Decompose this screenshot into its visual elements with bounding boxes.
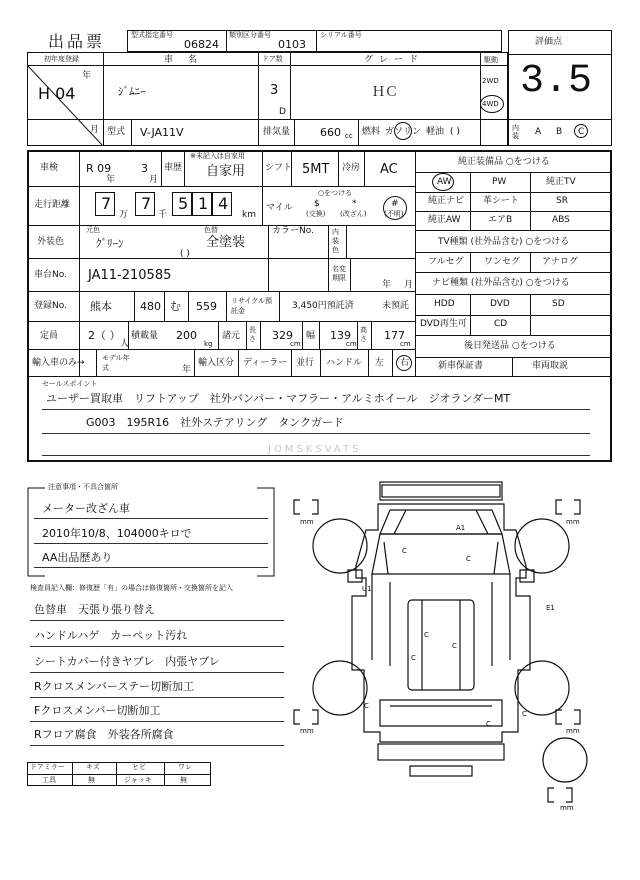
fuel-other: ( ): [450, 127, 460, 137]
name-change-year: 年: [382, 280, 392, 290]
fuel-diesel: 軽油: [426, 127, 445, 137]
history-value: 自家用: [206, 164, 246, 179]
rating-value: 3.5: [520, 59, 593, 104]
ac-value: AC: [380, 162, 398, 177]
history-label: 車歴: [164, 163, 183, 173]
paint-paren: ( ): [180, 249, 190, 259]
first-reg-label: 初年度登録: [44, 55, 79, 63]
reg-area: 熊本: [90, 300, 112, 313]
handle-right-circle: [396, 355, 412, 371]
damage-mark: C: [522, 710, 527, 718]
import-div-label: 輸入区分: [198, 358, 235, 368]
category-label: 類別区分番号: [229, 31, 271, 39]
paint-value: 全塗装: [206, 235, 246, 250]
ac-label: 冷房: [342, 163, 361, 173]
damage-mark: C: [402, 547, 407, 555]
tv-analog: アナログ: [542, 257, 579, 267]
exchange-symbol: $: [314, 199, 320, 209]
tire-mm-label: mm: [566, 727, 580, 735]
width-value: 139: [330, 329, 351, 342]
notes-label: 注意事項・不具合箇所: [48, 483, 118, 491]
mileage-digit: 5: [178, 194, 189, 213]
handle-right: 右: [400, 358, 410, 368]
color-value: ｸﾞﾘｰﾝ: [96, 237, 124, 250]
diagonal-slash: [28, 66, 103, 146]
mileage-label: 走行距離: [34, 200, 71, 210]
inspection-year-suffix: 年: [106, 175, 116, 185]
unknown-symbol: #: [391, 199, 399, 209]
inspector-line-4: Rクロスメンバーステー切断加工: [34, 680, 195, 693]
inspector-label: 検査員記入欄：修復歴「有」の場合は修復箇所・交換箇所を記入: [30, 584, 233, 592]
note-line-2: 2010年10/8、104000キロで: [42, 527, 192, 540]
doors-value: 3: [270, 83, 279, 98]
warranty-label: 新車保証書: [438, 361, 484, 371]
sales-label: セールスポイント: [42, 380, 98, 388]
reg-kana: む: [170, 300, 181, 313]
sales-line-2: G003 195R16 社外ステアリング タンクガード: [86, 416, 345, 429]
handle-label: ハンドル: [326, 358, 363, 368]
parallel-option: 並行: [296, 358, 315, 368]
capacity-value: 2（ ）: [88, 329, 121, 342]
recycle-unpaid: 未預託: [382, 301, 410, 311]
tire-mm-label: mm: [300, 727, 314, 735]
length-value: 329: [272, 329, 293, 342]
damage-mark: A1: [456, 524, 466, 532]
inspector-line-2: ハンドルハゲ カーペット汚れ: [34, 629, 188, 642]
damage-mark: U1: [362, 585, 372, 593]
cm-unit: cm: [290, 340, 301, 348]
mile-label: マイル: [266, 203, 293, 213]
tools-cell: ジャッキ: [124, 776, 152, 784]
tire-mm-label: mm: [300, 518, 314, 526]
equip-genuine-aw: 純正AW: [428, 215, 461, 225]
tools-header: ワレ: [178, 763, 192, 771]
inspection-year: R 09: [86, 162, 112, 175]
type-designation-label: 型式指定番号: [131, 31, 173, 39]
category-number: 0103: [278, 38, 306, 51]
navi-dvd-play: DVD再生可: [420, 319, 467, 329]
note-line-1: メーター改ざん車: [42, 502, 130, 515]
equip-aw: AW: [437, 177, 452, 187]
height-label: 高さ: [360, 326, 367, 343]
tools-header: キズ: [86, 763, 100, 771]
rear-send-title: 後日発送品 ○をつける: [464, 341, 556, 351]
displacement-value: 660: [320, 126, 341, 139]
tools-header: ドアミラー: [30, 763, 65, 771]
doors-label: ドア数: [262, 55, 283, 63]
inspector-line-3: シートカバー付きヤブレ 内張ヤブレ: [34, 655, 220, 668]
displacement-label: 排気量: [263, 127, 291, 137]
equip-pw: PW: [492, 177, 507, 187]
kg-unit: kg: [204, 340, 213, 348]
shift-label: シフト: [265, 163, 293, 173]
width-label: 幅: [306, 331, 316, 341]
tv-oneseg: ワンセグ: [484, 257, 521, 267]
serial-label: シリアル番号: [320, 31, 362, 39]
fuel-label: 燃料: [362, 127, 381, 137]
mileage-digit: 1: [198, 194, 209, 213]
tools-cell: 無: [88, 776, 95, 784]
first-reg-year: H 04: [38, 84, 76, 103]
damage-mark: C: [452, 642, 457, 650]
form-title: 出品票: [48, 32, 106, 51]
model-label: 型式: [107, 127, 126, 137]
year-suffix: 年: [82, 71, 92, 81]
model-year-suffix: 年: [182, 365, 192, 375]
tv-fullseg: フルセグ: [428, 257, 464, 267]
reg-label: 登録No.: [34, 301, 67, 311]
grade-value: ＨＣ: [372, 85, 399, 100]
unknown-circle: [383, 196, 407, 220]
sen-unit: 千: [158, 210, 168, 220]
color-label: 外装色: [37, 237, 65, 247]
recycle-value: 3,450円預託済: [292, 301, 354, 311]
navi-dvd: DVD: [490, 299, 510, 309]
tamper-label: (改ざん): [340, 210, 367, 218]
inspector-line-5: Fクロスメンバー切断加工: [34, 704, 161, 717]
mileage-digit: 4: [218, 194, 229, 213]
equip-navi: 純正ナビ: [428, 196, 465, 206]
equip-abs: ABS: [552, 215, 570, 225]
inspector-line-1: 色替車 天張り張り替え: [34, 603, 155, 616]
interior-color-label: 内装色: [332, 228, 339, 254]
interior-c-circle: [574, 124, 588, 138]
inspection-label: 車検: [40, 163, 59, 173]
fuel-gasoline-circle: [394, 122, 412, 140]
damage-mark: C: [466, 555, 471, 563]
tamper-symbol: *: [352, 199, 357, 209]
cm-unit: cm: [346, 340, 357, 348]
equipment-title: 純正装備品 ○をつける: [458, 157, 550, 167]
month-suffix: 月: [90, 125, 100, 135]
height-value: 177: [384, 329, 405, 342]
orig-color-label: 元色: [86, 226, 100, 234]
navi-hdd: HDD: [434, 299, 455, 309]
grade-label: グレード: [364, 55, 425, 65]
reg-number: 559: [196, 300, 217, 313]
reg-class: 480: [140, 300, 161, 313]
man-unit: 万: [119, 210, 129, 220]
exchange-label: (交換): [306, 210, 326, 218]
shift-value: 5MT: [302, 162, 330, 177]
sales-line-1: ユーザー買取車 リフトアップ 社外バンパー・マフラー・アルミホイール ジオランダーMT: [46, 392, 511, 405]
inspector-line-6: Rフロア腐食 外装各所腐食: [34, 728, 174, 741]
model-year-label: モデル年式: [102, 354, 130, 372]
dealer-option: ディーラー: [243, 358, 288, 368]
cm-unit: cm: [400, 340, 411, 348]
circle-note: ○をつける: [318, 189, 353, 197]
drive-label: 駆動: [484, 56, 498, 64]
length-label: 長さ: [249, 326, 256, 343]
car-name: ｼﾞﾑﾆｰ: [118, 85, 146, 98]
paint-label: 色替: [204, 226, 218, 234]
tv-title: TV種類 (社外品含む) ○をつける: [438, 237, 570, 247]
color-no-label: カラーNo.: [272, 226, 314, 236]
mileage-digit: 7: [101, 194, 112, 213]
door-d: D: [279, 107, 286, 117]
inspection-month-suffix: 月: [149, 175, 159, 185]
damage-mark: C: [486, 720, 491, 728]
manual-label: 車両取説: [532, 361, 569, 371]
interior-label: 内装: [512, 124, 519, 140]
tire-mm-label: mm: [560, 804, 574, 812]
load-label: 積載量: [131, 331, 159, 341]
equip-tv: 純正TV: [546, 177, 576, 187]
import-label: 輸入車のみ→: [32, 358, 85, 368]
note-line-3: AA出品歴あり: [42, 551, 113, 564]
tools-header: ヒビ: [132, 763, 146, 771]
history-note: ※未記入は自家用: [190, 152, 245, 160]
mileage-digit: 7: [141, 194, 152, 213]
navi-sd: SD: [552, 299, 565, 309]
tire-mm-label: mm: [566, 518, 580, 526]
navi-title: ナビ種類 (社外品含む) ○をつける: [432, 278, 570, 288]
interior-c: C: [578, 127, 585, 137]
equip-sr: SR: [556, 196, 568, 206]
drive-4wd: 4WD: [482, 100, 499, 108]
damage-mark: C: [424, 631, 429, 639]
person-unit: 人: [120, 339, 130, 349]
recycle-label: リサイクル預託金: [231, 297, 273, 315]
inspection-month: 3: [141, 162, 148, 175]
fuel-gasoline: ガソリン: [385, 127, 422, 137]
damage-mark: E1: [546, 604, 555, 612]
dims-label: 諸元: [222, 331, 241, 341]
name-change-label: 名変期限: [332, 265, 346, 282]
damage-mark: C: [411, 654, 416, 662]
equip-aw-circle: [432, 173, 454, 191]
model-value: V-JA11V: [140, 126, 184, 139]
name-change-month: 月: [404, 280, 414, 290]
watermark: JOMSKSVATS: [268, 444, 362, 455]
tools-cell: 工具: [42, 776, 56, 784]
equip-leather: 革シート: [483, 196, 520, 206]
chassis-value: JA11-210585: [88, 268, 172, 283]
navi-cd: CD: [494, 319, 508, 329]
unknown-label: (不明): [384, 210, 404, 218]
cc-unit: cc: [345, 132, 353, 140]
interior-b: B: [556, 127, 563, 137]
drive-4wd-circle: [480, 95, 504, 113]
damage-mark: C: [364, 702, 369, 710]
capacity-label: 定員: [40, 331, 59, 341]
chassis-label: 車台No.: [34, 270, 67, 280]
rating-label: 評価点: [535, 37, 563, 47]
drive-2wd: 2WD: [482, 77, 499, 85]
km-unit: km: [242, 210, 256, 220]
interior-a: A: [535, 127, 542, 137]
tools-cell: 無: [180, 776, 187, 784]
type-designation: 06824: [184, 38, 219, 51]
load-value: 200: [176, 329, 197, 342]
equip-airbag: エアB: [488, 215, 513, 225]
handle-left: 左: [375, 358, 385, 368]
car-name-label: 車 名: [164, 55, 203, 65]
